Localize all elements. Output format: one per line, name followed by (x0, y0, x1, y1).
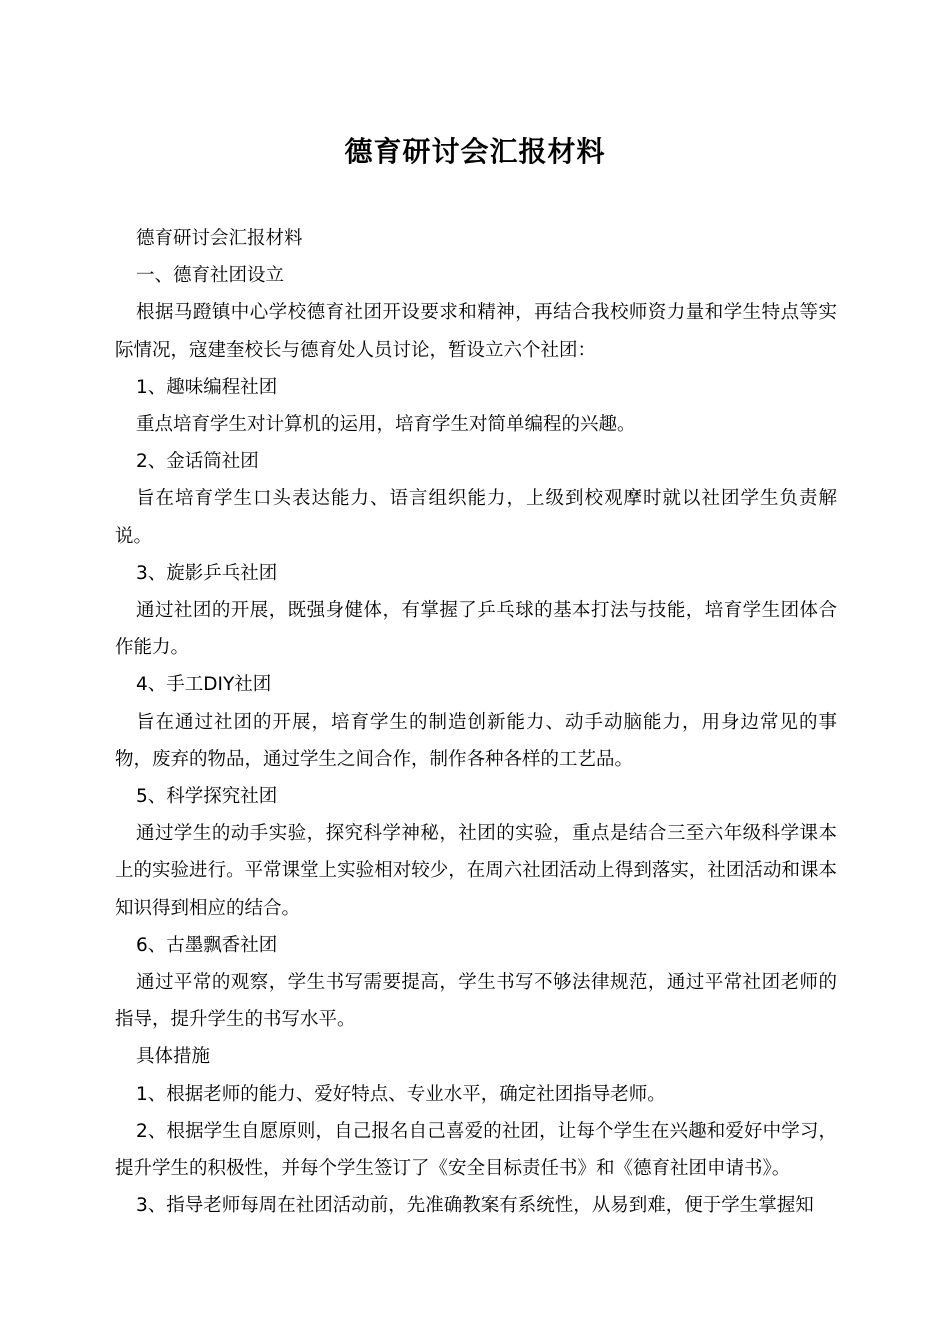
club-heading: 1、趣味编程社团 (136, 376, 278, 398)
paragraph: 德育研讨会汇报材料 (136, 228, 303, 249)
club-heading: 6、古墨飘香社团 (136, 934, 278, 956)
club-heading: 3、旋影乒乓社团 (136, 562, 278, 584)
document-body (115, 220, 837, 1224)
paragraph: 旨在通过社团的开展，培育学生的制造创新能力、动手动脑能力，用身边常见的事物，废弃的物品，通过学生之间合作，制作各种各样的工艺品。 (115, 711, 837, 770)
measure-item: 1、根据老师的能力、爱好特点、专业水平，确定社团指导老师。 (136, 1083, 666, 1105)
paragraph: 通过学生的动手实验，探究科学神秘，社团的实验，重点是结合三至六年级科学课本上的实验进行。平常课堂上实验相对较少，在周六社团活动上得到落实，社团活动和课本知识得到相应的结合。 (115, 823, 837, 919)
paragraph: 重点培育学生对计算机的运用，培育学生对简单编程的兴趣。 (136, 414, 636, 436)
paragraph: 通过社团的开展，既强身健体，有掌握了乒乓球的基本打法与技能，培育学生团体合作能力。 (115, 600, 837, 659)
measure-item: 2、根据学生自愿原则，自己报名自己喜爱的社团，让每个学生在兴趣和爱好中学习，提升学生的积极性，并每个学生签订了《安全目标责任书》和《德育社团申请书》。 (115, 1120, 837, 1180)
club-heading: 2、金话筒社团 (136, 451, 259, 473)
document-title: 德育研讨会汇报材料 (344, 135, 606, 168)
section-heading: 一、德育社团设立 (136, 265, 285, 287)
paragraph: 根据马蹬镇中心学校德育社团开设要求和精神，再结合我校师资力量和学生特点等实际情况，寇建奎校长与德育处人员讨论，暂设立六个社团： (115, 302, 837, 361)
club-heading: 4、手工DIY社团 (136, 674, 272, 696)
paragraph: 旨在培育学生口头表达能力、语言组织能力，上级到校观摩时就以社团学生负责解说。 (115, 488, 837, 547)
section-heading: 具体措施 (136, 1046, 211, 1068)
paragraph: 通过平常的观察，学生书写需要提高，学生书写不够法律规范，通过平常社团老师的指导，提升学生的书写水平。 (115, 972, 837, 1031)
club-heading: 5、科学探究社团 (136, 786, 278, 808)
measure-item: 3、指导老师每周在社团活动前，先准确教案有系统性，从易到难，便于学生掌握知 (136, 1195, 814, 1217)
